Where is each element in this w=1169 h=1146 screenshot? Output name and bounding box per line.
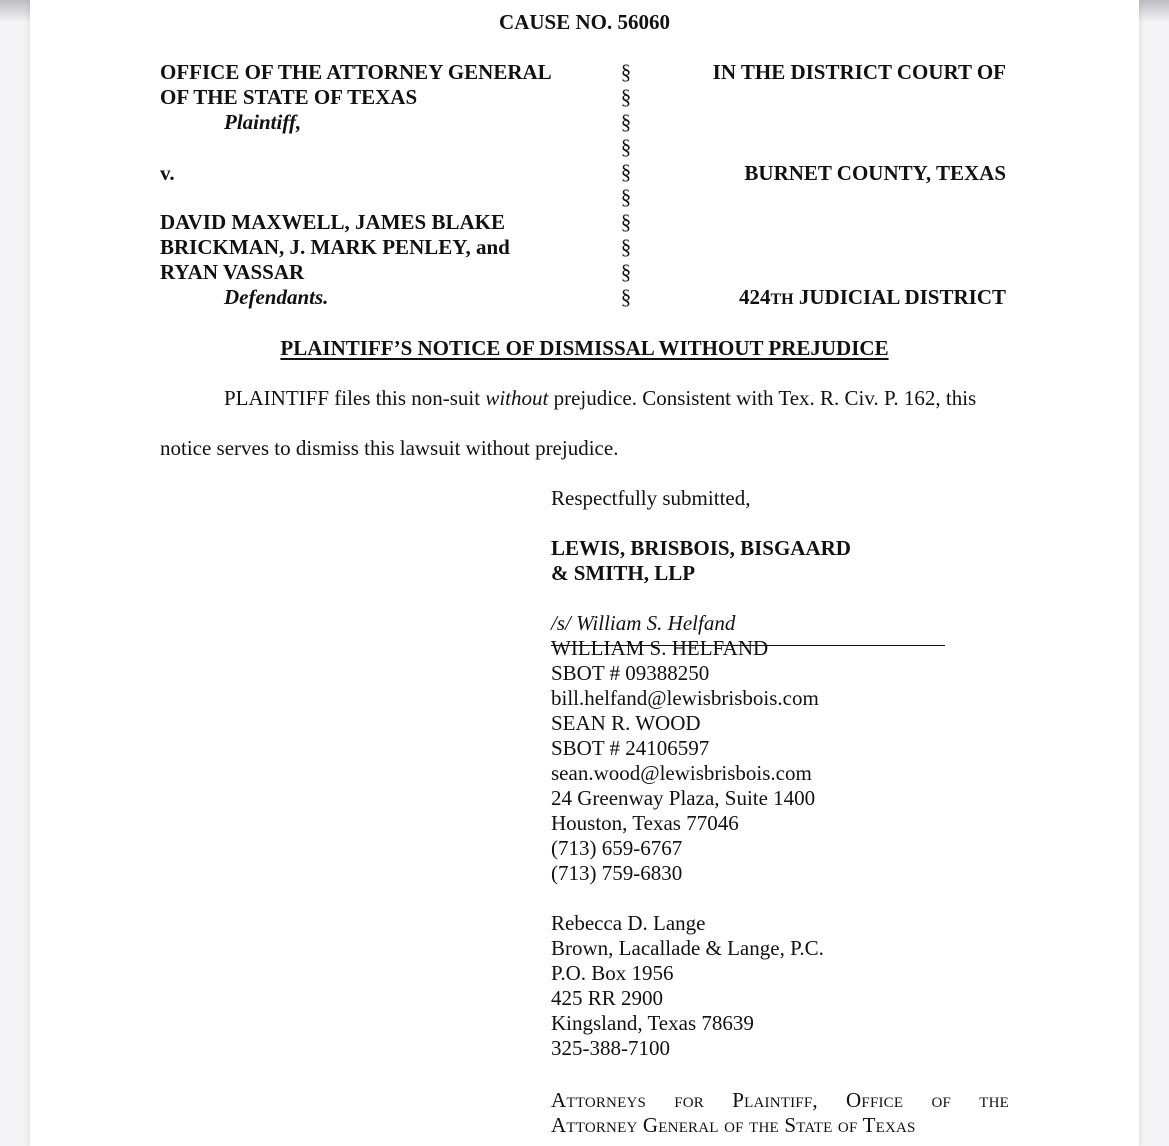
body-line1 <box>224 386 976 411</box>
document-page <box>30 0 1139 1146</box>
firm-address-line1: 24 Greenway Plaza, Suite 1400 <box>551 786 816 810</box>
cocounsel-road: 425 RR 2900 <box>551 986 664 1010</box>
cocounsel-phone: 325-388-7100 <box>551 1036 670 1060</box>
section-symbol: § <box>620 135 632 159</box>
section-symbol: § <box>620 210 632 234</box>
attorney1-name: WILLIAM S. HELFAND <box>551 636 769 660</box>
attorneys-for-line1 <box>551 1088 1009 1113</box>
plaintiff-name-line2: OF THE STATE OF TEXAS <box>160 85 418 109</box>
attorneys-for-word: of <box>931 1088 952 1112</box>
section-symbol: § <box>620 235 632 259</box>
section-symbol: § <box>620 60 632 84</box>
closing: Respectfully submitted, <box>551 486 751 510</box>
section-symbol: § <box>620 285 632 309</box>
body-line1-italic: without <box>485 386 549 410</box>
attorney1-bar-number: SBOT # 09388250 <box>551 661 710 685</box>
attorney2-bar-number: SBOT # 24106597 <box>551 736 710 760</box>
document-title: PLAINTIFF’S NOTICE OF DISMISSAL WITHOUT PREJUDICE <box>280 336 889 360</box>
court-district-text: JUDICIAL DISTRICT <box>793 285 1006 309</box>
firm-address-line2: Houston, Texas 77046 <box>551 811 739 835</box>
section-symbol: § <box>620 85 632 109</box>
plaintiff-label: Plaintiff, <box>224 110 302 134</box>
section-symbol: § <box>620 160 632 184</box>
electronic-signature: /s/ William S. Helfand <box>551 611 736 635</box>
attorneys-for-word: Office <box>846 1088 904 1112</box>
court-ordinal-suffix: TH <box>770 291 794 308</box>
section-symbol: § <box>620 260 632 284</box>
firm-phone2: (713) 759-6830 <box>551 861 683 885</box>
attorney2-name: SEAN R. WOOD <box>551 711 701 735</box>
body-line2: notice serves to dismiss this lawsuit without prejudice. <box>160 436 619 460</box>
attorneys-for-word: Plaintiff, <box>732 1088 818 1112</box>
firm-phone1: (713) 659-6767 <box>551 836 683 860</box>
body-line1-start: PLAINTIFF files this non-suit <box>224 386 486 410</box>
defendants-line3: RYAN VASSAR <box>160 260 305 284</box>
section-symbol: § <box>620 185 632 209</box>
attorney1-email: bill.helfand@lewisbrisbois.com <box>551 686 819 710</box>
cocounsel-name: Rebecca D. Lange <box>551 911 706 935</box>
attorneys-for-line2: Attorney General of the State of Texas <box>551 1113 916 1137</box>
cocounsel-firm: Brown, Lacallade & Lange, P.C. <box>551 936 824 960</box>
attorney2-email: sean.wood@lewisbrisbois.com <box>551 761 812 785</box>
cocounsel-po-box: P.O. Box 1956 <box>551 961 674 985</box>
firm-name-line2: & SMITH, LLP <box>551 561 696 585</box>
defendants-line1: DAVID MAXWELL, JAMES BLAKE <box>160 210 505 234</box>
attorneys-for-word: Attorneys <box>551 1088 647 1112</box>
cause-number: CAUSE NO. 56060 <box>499 10 670 34</box>
defendants-label: Defendants. <box>224 285 329 309</box>
court-county: BURNET COUNTY, TEXAS <box>744 161 1006 185</box>
plaintiff-name-line1: OFFICE OF THE ATTORNEY GENERAL <box>160 60 552 84</box>
versus: v. <box>160 161 175 185</box>
defendants-line2: BRICKMAN, J. MARK PENLEY, and <box>160 235 510 259</box>
attorneys-for-word: for <box>674 1088 705 1112</box>
court-number: 424 <box>738 285 771 309</box>
body-line1-end: prejudice. Consistent with Tex. R. Civ. P. 162, this <box>548 386 977 410</box>
court-district <box>590 285 1006 312</box>
firm-name-line1: LEWIS, BRISBOIS, BISGAARD <box>551 536 851 560</box>
attorneys-for-word: the <box>979 1088 1009 1112</box>
court-line1: IN THE DISTRICT COURT OF <box>712 60 1006 84</box>
cocounsel-city: Kingsland, Texas 78639 <box>551 1011 754 1035</box>
section-symbol: § <box>620 110 632 134</box>
